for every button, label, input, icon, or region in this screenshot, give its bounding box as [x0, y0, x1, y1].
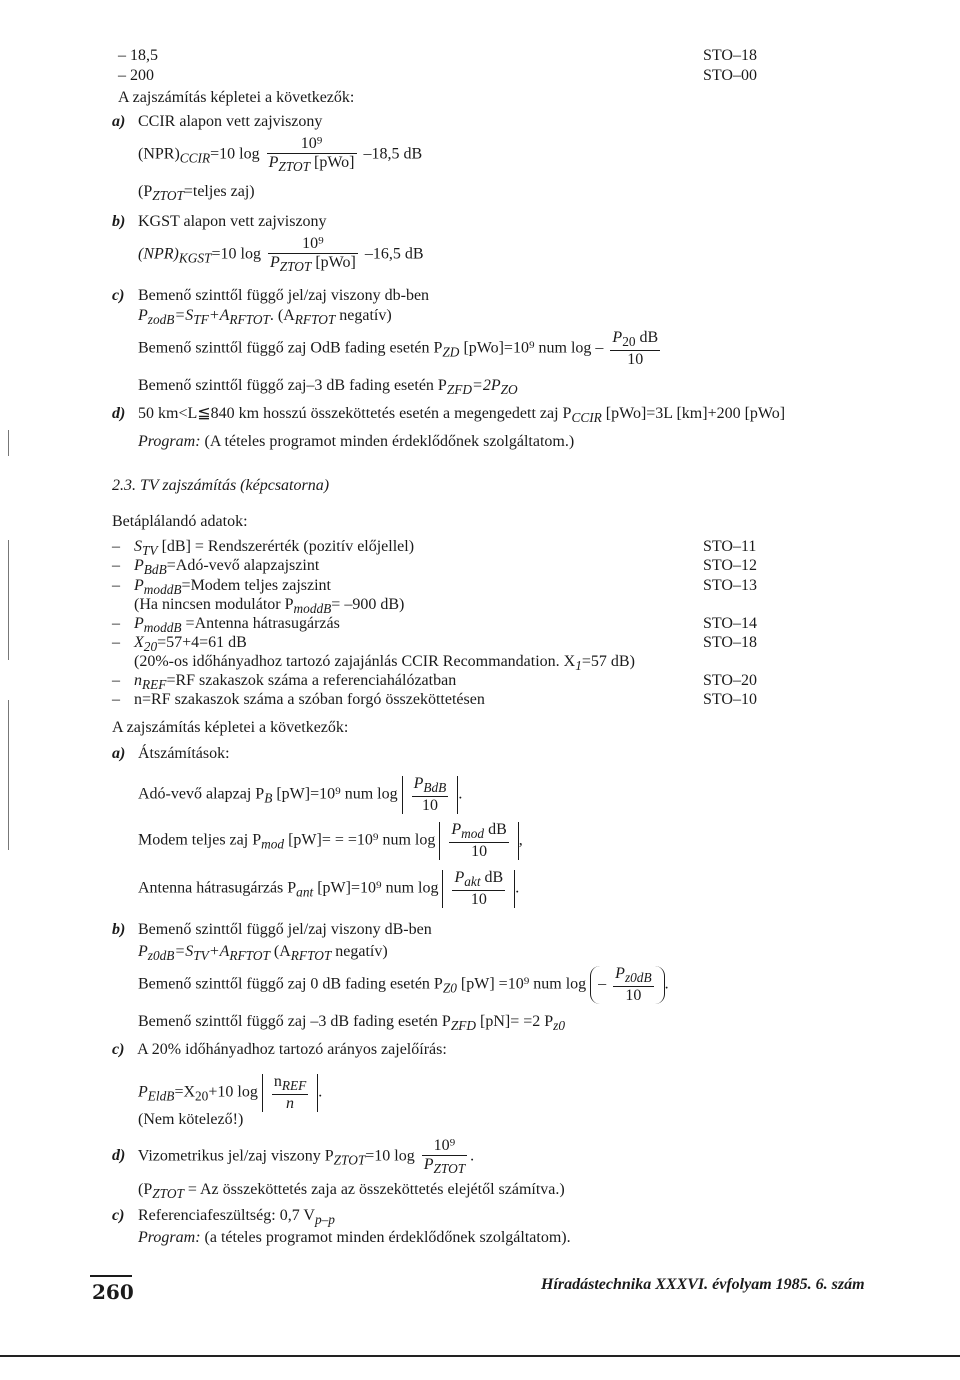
- program-note: Program: (A tételes programot minden érdeklődőnek szolgáltatom.): [138, 433, 575, 450]
- list-dash: –: [112, 577, 120, 594]
- journal-footer: Híradástechnika XXXVI. évfolyam 1985. 6. szám: [541, 1276, 865, 1293]
- formula-rhs: –18,5 dB: [363, 145, 423, 163]
- page-number-rule: [90, 1275, 132, 1277]
- inputs-label: Betáplálandó adatok:: [112, 513, 248, 530]
- section-c: [112, 288, 429, 304]
- formula: Bemenő szinttől függő zaj–3 dB fading esetén $P_{ZFD}=2P_{ZO}$: [138, 377, 518, 398]
- margin-mark: [8, 700, 9, 850]
- item-label: d): [112, 1147, 126, 1165]
- sto-code: STO–11: [703, 538, 757, 555]
- formula: $P_{z0dB}=S_{TV}+A_{RFTOT}$ ($A_{RFTOT}$ negatív): [138, 943, 388, 964]
- sto-code: STO–12: [703, 557, 757, 574]
- fraction-den: $P_{ZTOT}$ [pWo]: [268, 154, 355, 175]
- item-label: b): [112, 921, 126, 938]
- section-c: c) Referenciafeszültség: 0,7 $V_{p-p}$: [112, 1207, 335, 1228]
- formula-eq: =10 log: [210, 145, 260, 163]
- input-list-item: (Ha nincsen modulátor $P_{moddB}= -900$ dB): [134, 596, 405, 617]
- fraction: $\frac{\text{10⁹}}{P_{ZTOT} [pWo]}$: [269, 235, 356, 275]
- fraction: $\frac{\text{10⁹}}{P_{ZTOT}}$: [423, 1137, 466, 1177]
- fraction-num: 10⁹: [267, 136, 357, 154]
- formula-lhs: (NPR): [138, 145, 180, 163]
- sto-code: STO–18: [703, 47, 757, 64]
- formula: Bemenő szinttől függő zaj 0 dB fading esetén $P_{Z0}$ [pW] =10⁹ num log – $\frac{P_{z0dB}}{10}$ .: [138, 965, 669, 1004]
- formula: Modem teljes zaj $P_{mod}$ [pW]= = =10⁹ num log $\frac{P_{mod} dB}{10}$ ,: [138, 821, 523, 860]
- item-label: b): [112, 213, 126, 230]
- input-list-item: – $S_{TV}$ [dB] = Rendszerérték (pozitív előjellel): [112, 538, 415, 559]
- sto-code: STO–14: [703, 615, 757, 632]
- input-list-item: – $n_{REF}=RF$ szakaszok száma a referenciahálózatban: [112, 672, 457, 693]
- section-b: b) Bemenő szinttől függő jel/zaj viszony dB-ben: [112, 921, 432, 938]
- list-item: – 18,5: [118, 47, 158, 64]
- formula-npr-ccir: [138, 136, 422, 174]
- input-list-item: – $P_{moddB}=Modem$ teljes zajszint: [112, 577, 331, 598]
- formula: $P_{EldB}=X_{20}+10$ log $\frac{n_{REF}}{n}$ .: [138, 1073, 323, 1112]
- item-label: a): [112, 745, 126, 762]
- item-text: Bemenő szinttől függő jel/zaj viszony db-ben: [138, 287, 430, 304]
- item-text: CCIR alapon vett zajviszony: [138, 113, 323, 130]
- section-d: d) Vizometrikus jel/zaj viszony $P_{ZTOT}=10$ log $\frac{\text{10⁹}}{P_{ZTOT}}$ .: [112, 1137, 475, 1177]
- note: ($P_{ZTOT}=teljes$ zaj): [138, 183, 255, 204]
- list-dash: –: [112, 557, 120, 574]
- program-note: Program: (a tételes programot minden érdeklődőnek szolgáltatom).: [138, 1229, 571, 1246]
- item-label: c): [112, 287, 125, 304]
- item-label: c): [112, 1207, 125, 1224]
- fraction: [267, 136, 357, 174]
- input-list-item: – n=RF szakaszok száma a szóban forgó összeköttetésen: [112, 691, 485, 708]
- input-list-item: (20%-os időhányadhoz tartozó zajajánlás CCIR Recommandation. $X_1=57$ dB): [134, 653, 635, 674]
- fraction: $\frac{P_{20} dB}{10}$: [612, 329, 659, 368]
- sto-code: STO–20: [703, 672, 757, 689]
- sto-code: STO–13: [703, 577, 757, 594]
- list-dash: –: [112, 538, 120, 555]
- formula: Antenna hátrasugárzás $P_{ant}$ [pW]=10⁹ num log $\frac{P_{akt} dB}{10}$ .: [138, 869, 520, 908]
- paragraph: A zajszámítás képletei a következők:: [118, 89, 355, 106]
- sto-code: STO–18: [703, 634, 757, 651]
- bracket: $\frac{P_{akt} dB}{10}$: [442, 870, 515, 908]
- item-label: c): [112, 1041, 125, 1058]
- margin-mark: [8, 540, 9, 660]
- item-label: a): [112, 113, 126, 130]
- input-list-item: – $P_{BdB}=Adó$-vevő alapzajszint: [112, 557, 320, 578]
- list-dash: –: [112, 615, 120, 632]
- list-dash: –: [112, 634, 120, 651]
- bracket: $\frac{P_{mod} dB}{10}$: [439, 822, 518, 860]
- list-item: – 200: [118, 67, 154, 84]
- section-c: c) A 20% időhányadhoz tartozó arányos zajelőírás:: [112, 1041, 447, 1058]
- section-a: [112, 114, 322, 130]
- sto-code: STO–00: [703, 67, 757, 84]
- input-list-item: – $P_{moddB}$ =Antenna hátrasugárzás: [112, 615, 340, 636]
- section-a: a) Átszámítások:: [112, 745, 230, 762]
- section-d: d) 50 km<L≦840 km hosszú összeköttetés esetén a megengedett zaj $P_{CCIR}$ [pWo]=3L [km]+200 [pWo]: [112, 405, 786, 426]
- formula: $P_{zodB}=S_{TF}+A_{RFTOT}$. ($A_{RFTOT}$ negatív): [138, 307, 392, 328]
- list-dash: –: [112, 691, 120, 708]
- item-text: KGST alapon vett zajviszony: [138, 213, 327, 230]
- section-title: 2.3. TV zajszámítás (képcsatorna): [112, 477, 330, 494]
- paragraph: A zajszámítás képletei a következők:: [112, 719, 349, 736]
- margin-mark: [8, 430, 9, 456]
- note: (Nem kötelező!): [138, 1111, 244, 1128]
- item-label: d): [112, 405, 126, 422]
- formula: Adó-vevő alapzaj $P_B$ [pW]=10⁹ num log $\frac{P_{BdB}}{10}$ .: [138, 775, 463, 814]
- section-b: [112, 214, 327, 230]
- bracket: $\frac{P_{BdB}}{10}$: [402, 776, 459, 814]
- formula: Bemenő szinttől függő zaj –3 dB fading esetén $P_{ZFD}$ [pN]= =2 $P_{z0}$: [138, 1013, 566, 1034]
- bracket: $\frac{n_{REF}}{n}$: [262, 1074, 318, 1112]
- bottom-rule: [0, 1355, 960, 1357]
- formula: Bemenő szinttől függő zaj OdB fading esetén $P_{ZD}$ [pWo]=10⁹ num log – $\frac{P_{20} dB}{10}$: [138, 329, 659, 368]
- parenthesis: – $\frac{P_{z0dB}}{10}$: [590, 966, 664, 1004]
- note: ($P_{ZTOT} = Az$ összeköttetés zaja az összeköttetés elejétől számítva.): [138, 1181, 565, 1202]
- formula-npr-kgst: $(NPR)_{KGST}=10$ log $\frac{\text{10⁹}}{P_{ZTOT} [pWo]}$ –16,5 dB: [138, 235, 424, 275]
- page-number: 260: [92, 1280, 134, 1304]
- input-list-item: – $X_{20}=57+4=61$ dB: [112, 634, 247, 655]
- list-dash: –: [112, 672, 120, 689]
- formula-sub: CCIR: [179, 150, 211, 166]
- sto-code: STO–10: [703, 691, 757, 708]
